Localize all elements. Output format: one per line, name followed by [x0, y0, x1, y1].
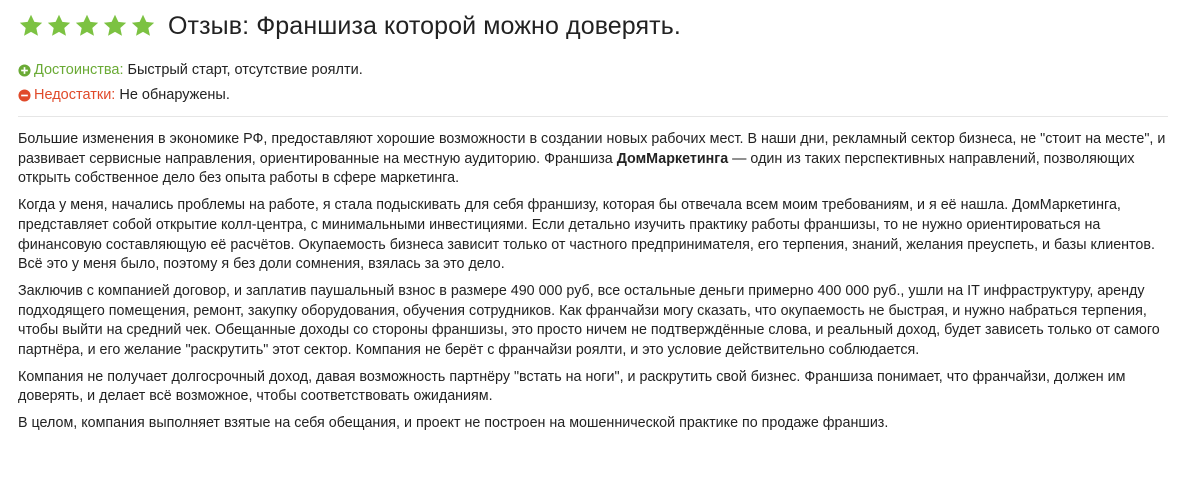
cons-value: Не обнаружены. — [119, 87, 230, 103]
cons-row — [18, 83, 1168, 108]
cons-label: Недостатки: — [34, 87, 116, 103]
review-paragraph: Компания не получает долгосрочный доход, давая возможность партнёру "встать на ноги", и раскрутить свой бизнес. Франшиза понимает, что франчайзи, должен им доверять, и делает всё возможное, чтобы соответствовать ожиданиям. — [18, 368, 1126, 405]
review — [18, 0, 1168, 434]
plus-circle-icon — [18, 64, 31, 77]
minus-circle-icon — [18, 89, 31, 102]
paragraph-text: — один из таких перспективных направлений, позволяющих открыть собственное дело без опыта работы в сфере маркетинга. — [18, 150, 1135, 187]
review-paragraph: Заключив с компанией договор, и заплатив паушальный взнос в размере 490 000 руб, все остальные деньги примерно 400 000 руб., ушли на IT инфраструктуру, аренду подходящего помещения, ремонт, закупку оборудования, обучения сотрудников. Как франчайзи могу сказать, что окупаемость не быстрая, и нужно набраться терпения, чтобы выйти на средний чек. Обещанные доходы со стороны франшизы, это просто ничем не подтверждённые слова, и реальный доход, будет зависеть только от самого партнёра, и его желание "раскрутить" этот сектор. Компания не берёт с франчайзи роялти, и это условие действительно соблюдается. — [18, 282, 1160, 359]
star-icon — [18, 13, 44, 39]
star-icon — [130, 13, 156, 39]
review-header — [18, 8, 1168, 44]
star-icon — [102, 13, 128, 39]
star-icon — [74, 13, 100, 39]
pros-value: Быстрый старт, отсутствие роялти. — [127, 62, 363, 78]
review-paragraph: В целом, компания выполняет взятые на себя обещания, и проект не построен на мошеннической практике по продаже франшиз. — [18, 415, 889, 432]
divider — [18, 116, 1168, 117]
review-title: Отзыв: Франшиза которой можно доверять. — [168, 11, 681, 40]
review-paragraph — [18, 130, 1168, 189]
review-body — [18, 130, 1168, 434]
star-icon — [46, 13, 72, 39]
pros-row — [18, 58, 1168, 83]
review-paragraph: Когда у меня, начались проблемы на работе, я стала подыскивать для себя франшизу, которая бы отвечала всем моим требованиям, и я её нашла. ДомМаркетинга, представляет собой открытие колл-центра, с минимальными инвестициями. Если детально изучить практику работы франшизы, то не нужно ориентироваться на финансовую составляющую её расчётов. Окупаемость бизнеса зависит только от частного предпринимателя, его терпения, знаний, желания преуспеть, и базы клиентов. Всё это у меня было, поэтому я без доли сомнения, взялась за это дело. — [18, 197, 1155, 273]
company-name: ДомМаркетинга — [616, 150, 729, 167]
pros-label: Достоинства: — [34, 62, 124, 78]
star-rating — [18, 13, 158, 39]
paragraph-text: Большие изменения в экономике РФ, предоставляют хорошие возможности в создании новых рабочих мест. В наши дни, рекламный сектор бизнеса, не "стоит на месте", и развивает сервисные направления, ориентированные на местную аудиторию. Франшиза — [18, 131, 1166, 167]
pros-cons — [18, 58, 1168, 108]
